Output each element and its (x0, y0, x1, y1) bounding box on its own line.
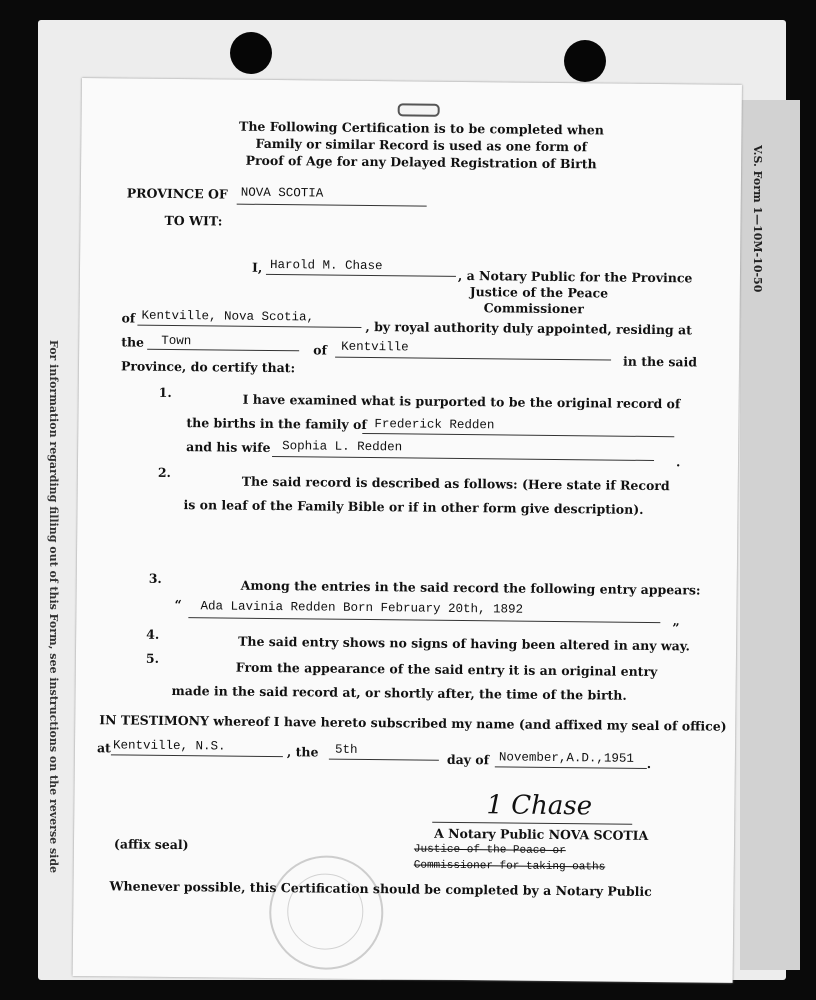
notary-title-line-2: Justice of the Peace (469, 284, 609, 301)
embossed-seal (269, 855, 384, 970)
item-1-family-value: Frederick Redden (374, 417, 495, 433)
testimony-line: IN TESTIMONY whereof I have hereto subscribed my name (and affixed my seal of office) (99, 712, 727, 734)
heading-line-1: The Following Certification is to be completed when (239, 118, 604, 138)
item-2-line-2: is on leaf of the Family Bible or if in other form give description). (183, 497, 644, 517)
item-4-number: 4. (146, 626, 160, 642)
item-3-entry-line (188, 617, 660, 623)
struck-commissioner-line: Commissioner for taking oaths (413, 859, 606, 874)
item-1-wife-line (272, 456, 654, 461)
item-1-family-label: the births in the family of (186, 415, 367, 433)
town-value: Town (161, 333, 192, 349)
affix-seal-label: (affix seal) (113, 836, 189, 853)
month-value: November,A.D.,1951 (498, 750, 635, 766)
item-5-line-1: From the appearance of the said entry it is an original entry (235, 659, 658, 680)
of-line (137, 325, 361, 328)
province-value: NOVA SCOTIA (240, 185, 324, 201)
item-3-open-quote: “ (174, 596, 182, 613)
struck-justice-line: Justice of the Peace or (413, 843, 566, 858)
day-value: 5th (334, 742, 358, 757)
signature-line (432, 822, 632, 825)
town-name-value: Kentville (341, 339, 409, 355)
of-label: of (121, 310, 136, 326)
item-1-number: 1. (158, 384, 172, 400)
punch-hole-right (564, 40, 606, 82)
the-label: the (121, 334, 145, 350)
form-heading (221, 117, 622, 172)
form-code: V.S. Form 1—10M-10-50 (751, 145, 764, 293)
notary-title-line-3: Commissioner (483, 300, 584, 317)
town-line (147, 349, 299, 352)
at-value: Kentville, N.S. (112, 738, 226, 754)
footer-note: Whenever possible, this Certification should be completed by a Notary Public (109, 878, 652, 900)
in-said-text: in the said (622, 353, 698, 370)
heading-line-2: Family or similar Record is used as one form of (255, 135, 588, 155)
declarant-name-line (266, 274, 456, 277)
item-1-family-line (362, 433, 674, 437)
item-1-end-period: . (675, 454, 681, 470)
item-1-wife-value: Sophia L. Redden (282, 439, 403, 455)
notary-title-line-1: , a Notary Public for the Province (457, 267, 693, 286)
heading-line-3: Proof of Age for any Delayed Registration of Birth (245, 152, 597, 172)
signature: 1 Chase (486, 790, 593, 822)
item-2-number: 2. (157, 464, 172, 480)
testimony-end-period: . (646, 755, 652, 771)
month-line (495, 766, 647, 769)
paper-clip (398, 103, 440, 116)
at-label: at (96, 740, 111, 756)
item-3-entry: Ada Lavinia Redden Born February 20th, 1892 (200, 599, 524, 617)
certificate-page (73, 78, 742, 983)
the-day-label: , the (286, 744, 319, 760)
of-value: Kentville, Nova Scotia, (141, 308, 315, 325)
certify-text: Province, do certify that: (120, 358, 296, 376)
day-line (329, 759, 439, 761)
day-of-label: day of (446, 751, 490, 768)
appointed-text: , by royal authority duly appointed, residing at (365, 318, 693, 338)
province-label: PROVINCE OF (126, 185, 228, 202)
item-1-text: I have examined what is purported to be the original record of (242, 391, 681, 412)
item-5-line-2: made in the said record at, or shortly after, the time of the birth. (171, 682, 627, 703)
underlying-page-edge (740, 100, 800, 970)
item-3-number: 3. (148, 570, 162, 586)
item-4-text: The said entry shows no signs of having been altered in any way. (238, 633, 691, 654)
item-2-line-1: The said record is described as follows: (Here state if Record (241, 473, 670, 494)
declarant-prefix: I, (251, 259, 263, 275)
of-label-2: of (313, 342, 327, 358)
declarant-name: Harold M. Chase (269, 257, 383, 274)
item-1-wife-label: and his wife (186, 439, 271, 455)
to-wit-label: TO WIT: (164, 212, 223, 229)
item-5-number: 5. (145, 650, 160, 666)
notary-public-line: A Notary Public NOVA SCOTIA (434, 825, 649, 843)
province-line (237, 204, 427, 207)
side-instructions-note: For information regarding filling out of this Form, see instructions on the reverse side (47, 340, 60, 874)
punch-hole-left (230, 32, 272, 74)
at-line (111, 754, 283, 757)
item-3-text: Among the entries in the said record the following entry appears: (240, 577, 701, 598)
town-name-line (335, 357, 611, 361)
item-3-close-quote: ” (672, 620, 680, 636)
